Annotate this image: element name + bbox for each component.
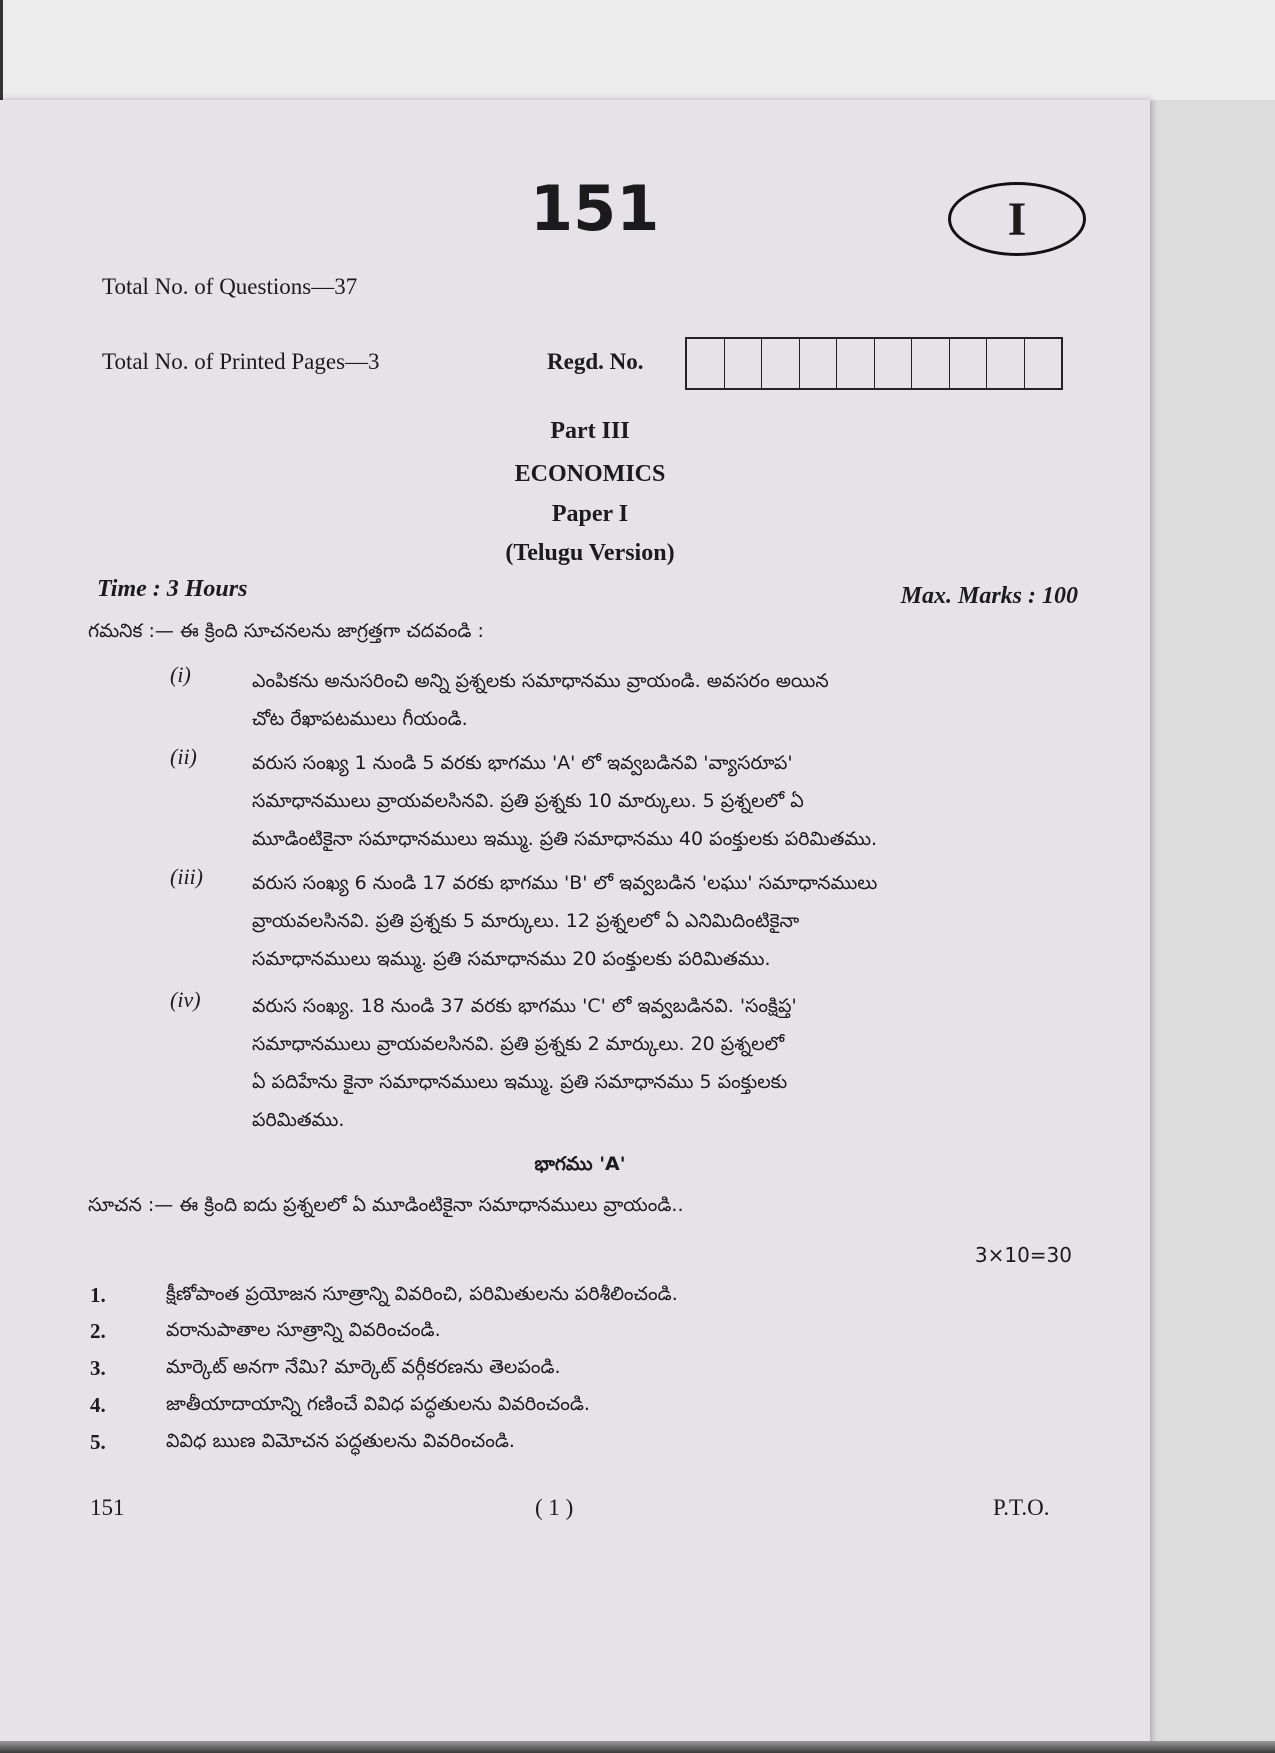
question-text: జాతీయాదాయాన్ని గణించే వివిధ పద్ధతులను వివరించండి. xyxy=(166,1393,590,1415)
question-number: 1. xyxy=(90,1283,106,1307)
instructions-heading: గమనిక :— ఈ క్రింది సూచనలను జాగ్రత్తగా చదవండి : xyxy=(88,620,484,642)
instruction-item xyxy=(170,987,1110,1139)
regd-box[interactable] xyxy=(912,339,950,388)
regd-box[interactable] xyxy=(725,339,763,388)
version-title: (Telugu Version) xyxy=(505,540,675,566)
instruction-number: (iii) xyxy=(170,864,203,889)
instruction-item xyxy=(170,662,1110,738)
question-number: 2. xyxy=(90,1319,106,1343)
question-text: వివిధ ఋణ విమోచన పద్ధతులను వివరించండి. xyxy=(166,1430,515,1452)
instruction-line: వరుస సంఖ్య 6 నుండి 17 వరకు భాగము 'B' లో ఇవ్వబడిన 'లఘు' సమాధానములు xyxy=(252,872,878,894)
instruction-text xyxy=(252,987,1112,1139)
regd-label: Regd. No. xyxy=(547,349,644,374)
regd-box[interactable] xyxy=(762,339,800,388)
question-number: 3. xyxy=(90,1356,106,1380)
question-text: వరానుపాతాల సూత్రాన్ని వివరించండి. xyxy=(166,1319,441,1341)
regd-number-boxes[interactable] xyxy=(685,337,1063,390)
instruction-item xyxy=(170,744,1110,858)
footer-page-number: ( 1 ) xyxy=(535,1495,574,1520)
total-questions: Total No. of Questions—37 xyxy=(102,274,358,299)
scan-top-margin xyxy=(0,0,1275,100)
instruction-line: సమాధానములు ఇమ్ము. ప్రతి సమాధానము 20 పంక్తులకు పరిమితము. xyxy=(252,948,771,970)
part-title: Part III xyxy=(550,418,630,444)
time-allowed: Time : 3 Hours xyxy=(97,576,248,602)
instruction-number: (ii) xyxy=(170,744,197,769)
instruction-line: మూడింటికైనా సమాధానములు ఇమ్ము. ప్రతి సమాధానము 40 పంక్తులకు పరిమితము. xyxy=(252,828,878,850)
scan-bottom-edge xyxy=(0,1741,1275,1753)
question-number: 4. xyxy=(90,1393,106,1417)
regd-box[interactable] xyxy=(950,339,988,388)
paper-title: Paper I xyxy=(551,501,629,527)
regd-box[interactable] xyxy=(875,339,913,388)
footer-pto: P.T.O. xyxy=(993,1495,1050,1520)
instruction-text xyxy=(252,864,1112,978)
instruction-number: (iv) xyxy=(170,987,201,1012)
total-pages: Total No. of Printed Pages—3 xyxy=(102,349,380,374)
instruction-line: వరుస సంఖ్య. 18 నుండి 37 వరకు భాగము 'C' లో ఇవ్వబడినవి. 'సంక్షిప్త' xyxy=(252,995,797,1017)
regd-box[interactable] xyxy=(987,339,1025,388)
set-label-oval xyxy=(948,182,1086,256)
question-number: 5. xyxy=(90,1430,106,1454)
scan-edge xyxy=(0,0,3,100)
regd-box[interactable] xyxy=(1025,339,1062,388)
instruction-line: వరుస సంఖ్య 1 నుండి 5 వరకు భాగము 'A' లో ఇవ్వబడినవి 'వ్యాసరూప' xyxy=(252,752,793,774)
section-a-note: సూచన :— ఈ క్రింది ఐదు ప్రశ్నలలో ఏ మూడింటికైనా సమాధానములు వ్రాయండి.. xyxy=(88,1194,684,1216)
question-text: క్షీణోపాంత ప్రయోజన సూత్రాన్ని వివరించి, పరిమితులను పరిశీలించండి. xyxy=(166,1283,678,1305)
instruction-line: సమాధానములు వ్రాయవలసినవి. ప్రతి ప్రశ్నకు 10 మార్కులు. 5 ప్రశ్నలలో ఏ xyxy=(252,790,804,812)
regd-box[interactable] xyxy=(800,339,838,388)
instruction-line: ఏ పదిహేను కైనా సమాధానములు ఇమ్ము. ప్రతి సమాధానము 5 పంక్తులకు xyxy=(252,1071,788,1093)
instruction-number: (i) xyxy=(170,662,191,687)
set-label: I xyxy=(1007,192,1027,246)
regd-box[interactable] xyxy=(687,339,725,388)
instruction-line: పరిమితము. xyxy=(252,1109,345,1131)
instruction-line: వ్రాయవలసినవి. ప్రతి ప్రశ్నకు 5 మార్కులు. 12 ప్రశ్నలలో ఏ ఎనిమిదింటికైనా xyxy=(252,910,800,932)
instruction-line: సమాధానములు వ్రాయవలసినవి. ప్రతి ప్రశ్నకు 2 మార్కులు. 20 ప్రశ్నలలో xyxy=(252,1033,785,1055)
instruction-line: చోట రేఖాపటములు గీయండి. xyxy=(252,708,468,730)
paper-code: 151 xyxy=(530,172,660,245)
question-text: మార్కెట్ అనగా నేమి? మార్కెట్ వర్గీకరణను తెలపండి. xyxy=(166,1356,561,1378)
instruction-line: ఎంపికను అనుసరించి అన్ని ప్రశ్నలకు సమాధానము వ్రాయండి. అవసరం అయిన xyxy=(252,670,829,692)
max-marks: Max. Marks : 100 xyxy=(900,583,1078,609)
regd-box[interactable] xyxy=(837,339,875,388)
subject-title: ECONOMICS xyxy=(514,461,666,487)
section-a-title: భాగము 'A' xyxy=(534,1153,626,1175)
section-a-marks: 3×10=30 xyxy=(974,1243,1072,1267)
instruction-text xyxy=(252,744,1112,858)
instruction-item xyxy=(170,864,1110,978)
instruction-text xyxy=(252,662,1112,738)
footer-paper-code: 151 xyxy=(90,1495,125,1520)
